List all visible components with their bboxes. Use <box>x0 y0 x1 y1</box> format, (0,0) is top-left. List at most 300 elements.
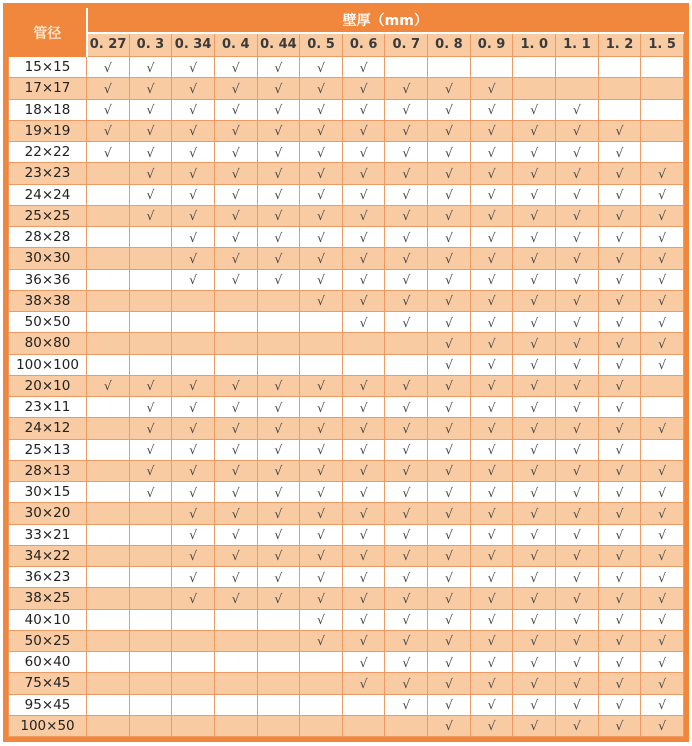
check-cell: √ <box>342 418 385 439</box>
check-cell: √ <box>513 630 556 651</box>
empty-cell <box>129 290 172 311</box>
check-cell: √ <box>598 715 641 736</box>
check-cell: √ <box>214 567 257 588</box>
check-cell: √ <box>129 184 172 205</box>
check-cell: √ <box>300 248 343 269</box>
check-cell: √ <box>214 99 257 120</box>
empty-cell <box>257 333 300 354</box>
check-cell: √ <box>470 588 513 609</box>
check-cell: √ <box>428 673 471 694</box>
check-cell: √ <box>300 588 343 609</box>
check-cell: √ <box>214 142 257 163</box>
check-cell: √ <box>470 673 513 694</box>
check-cell: √ <box>513 397 556 418</box>
check-cell: √ <box>428 205 471 226</box>
check-cell: √ <box>342 397 385 418</box>
check-cell: √ <box>87 375 130 396</box>
empty-cell <box>87 312 130 333</box>
row-label-size: 60×40 <box>9 652 87 673</box>
check-cell: √ <box>556 673 599 694</box>
empty-cell <box>556 57 599 78</box>
empty-cell <box>385 57 428 78</box>
check-cell: √ <box>214 439 257 460</box>
check-cell: √ <box>300 567 343 588</box>
check-cell: √ <box>598 163 641 184</box>
check-cell: √ <box>172 142 215 163</box>
check-cell: √ <box>470 248 513 269</box>
check-cell: √ <box>172 460 215 481</box>
empty-cell <box>129 673 172 694</box>
empty-cell <box>257 715 300 736</box>
table-row <box>9 545 684 566</box>
check-cell: √ <box>300 163 343 184</box>
check-cell: √ <box>214 375 257 396</box>
empty-cell <box>214 673 257 694</box>
check-cell: √ <box>129 482 172 503</box>
check-cell: √ <box>598 227 641 248</box>
check-cell: √ <box>129 120 172 141</box>
empty-cell <box>214 694 257 715</box>
empty-cell <box>641 439 684 460</box>
empty-cell <box>556 78 599 99</box>
empty-cell <box>129 567 172 588</box>
check-cell: √ <box>172 120 215 141</box>
check-cell: √ <box>342 567 385 588</box>
check-cell: √ <box>641 503 684 524</box>
check-cell: √ <box>257 57 300 78</box>
check-cell: √ <box>598 609 641 630</box>
check-cell: √ <box>598 482 641 503</box>
corner-header-diameter: 管径 <box>9 9 87 57</box>
check-cell: √ <box>214 503 257 524</box>
check-cell: √ <box>598 503 641 524</box>
check-cell: √ <box>556 99 599 120</box>
check-cell: √ <box>342 482 385 503</box>
check-cell: √ <box>428 142 471 163</box>
table-row <box>9 78 684 99</box>
empty-cell <box>300 354 343 375</box>
check-cell: √ <box>513 248 556 269</box>
thickness-header-row <box>9 33 684 57</box>
check-cell: √ <box>300 439 343 460</box>
empty-cell <box>214 290 257 311</box>
pipe-spec-table <box>8 8 684 737</box>
check-cell: √ <box>342 120 385 141</box>
empty-cell <box>87 354 130 375</box>
row-label-size: 40×10 <box>9 609 87 630</box>
check-cell: √ <box>257 227 300 248</box>
row-label-size: 50×50 <box>9 312 87 333</box>
check-cell: √ <box>598 248 641 269</box>
check-cell: √ <box>598 120 641 141</box>
check-cell: √ <box>598 418 641 439</box>
empty-cell <box>342 333 385 354</box>
empty-cell <box>129 333 172 354</box>
row-label-size: 36×36 <box>9 269 87 290</box>
check-cell: √ <box>428 524 471 545</box>
row-label-size: 25×13 <box>9 439 87 460</box>
empty-cell <box>129 588 172 609</box>
check-cell: √ <box>300 205 343 226</box>
check-cell: √ <box>385 439 428 460</box>
check-cell: √ <box>257 439 300 460</box>
row-label-size: 28×28 <box>9 227 87 248</box>
empty-cell <box>214 715 257 736</box>
row-label-size: 19×19 <box>9 120 87 141</box>
check-cell: √ <box>641 715 684 736</box>
check-cell: √ <box>172 57 215 78</box>
check-cell: √ <box>129 205 172 226</box>
check-cell: √ <box>470 694 513 715</box>
check-cell: √ <box>598 630 641 651</box>
table-row <box>9 248 684 269</box>
empty-cell <box>300 673 343 694</box>
empty-cell <box>385 715 428 736</box>
check-cell: √ <box>385 460 428 481</box>
empty-cell <box>641 397 684 418</box>
check-cell: √ <box>172 375 215 396</box>
row-label-size: 34×22 <box>9 545 87 566</box>
empty-cell <box>172 694 215 715</box>
check-cell: √ <box>556 269 599 290</box>
empty-cell <box>129 503 172 524</box>
empty-cell <box>172 652 215 673</box>
check-cell: √ <box>641 460 684 481</box>
row-label-size: 25×25 <box>9 205 87 226</box>
check-cell: √ <box>257 397 300 418</box>
check-cell: √ <box>300 290 343 311</box>
check-cell: √ <box>598 397 641 418</box>
check-cell: √ <box>556 609 599 630</box>
check-cell: √ <box>470 99 513 120</box>
check-cell: √ <box>428 567 471 588</box>
check-cell: √ <box>556 439 599 460</box>
check-cell: √ <box>598 652 641 673</box>
empty-cell <box>87 163 130 184</box>
check-cell: √ <box>214 205 257 226</box>
empty-cell <box>300 694 343 715</box>
check-cell: √ <box>470 120 513 141</box>
empty-cell <box>129 524 172 545</box>
check-cell: √ <box>385 290 428 311</box>
empty-cell <box>257 312 300 333</box>
check-cell: √ <box>342 503 385 524</box>
check-cell: √ <box>342 375 385 396</box>
check-cell: √ <box>598 545 641 566</box>
table-row <box>9 588 684 609</box>
empty-cell <box>257 290 300 311</box>
check-cell: √ <box>513 545 556 566</box>
check-cell: √ <box>556 567 599 588</box>
check-cell: √ <box>556 205 599 226</box>
row-label-size: 20×10 <box>9 375 87 396</box>
check-cell: √ <box>300 120 343 141</box>
check-cell: √ <box>513 609 556 630</box>
table-row <box>9 269 684 290</box>
check-cell: √ <box>257 205 300 226</box>
empty-cell <box>87 333 130 354</box>
empty-cell <box>129 269 172 290</box>
check-cell: √ <box>428 694 471 715</box>
check-cell: √ <box>257 375 300 396</box>
check-cell: √ <box>300 57 343 78</box>
check-cell: √ <box>513 503 556 524</box>
empty-cell <box>129 652 172 673</box>
table-row <box>9 205 684 226</box>
empty-cell <box>641 375 684 396</box>
check-cell: √ <box>513 673 556 694</box>
check-cell: √ <box>513 205 556 226</box>
col-header-thickness: 1. 1 <box>556 33 599 57</box>
col-header-thickness: 0. 5 <box>300 33 343 57</box>
table-row <box>9 227 684 248</box>
check-cell: √ <box>385 588 428 609</box>
empty-cell <box>513 78 556 99</box>
check-cell: √ <box>129 57 172 78</box>
check-cell: √ <box>300 524 343 545</box>
empty-cell <box>342 694 385 715</box>
empty-cell <box>172 354 215 375</box>
check-cell: √ <box>428 184 471 205</box>
check-cell: √ <box>257 78 300 99</box>
col-header-thickness: 0. 27 <box>87 33 130 57</box>
empty-cell <box>641 99 684 120</box>
check-cell: √ <box>87 99 130 120</box>
check-cell: √ <box>129 142 172 163</box>
check-cell: √ <box>385 269 428 290</box>
empty-cell <box>87 715 130 736</box>
check-cell: √ <box>470 418 513 439</box>
check-cell: √ <box>385 184 428 205</box>
check-cell: √ <box>428 375 471 396</box>
check-cell: √ <box>641 269 684 290</box>
check-cell: √ <box>470 312 513 333</box>
empty-cell <box>214 354 257 375</box>
empty-cell <box>129 312 172 333</box>
check-cell: √ <box>641 163 684 184</box>
check-cell: √ <box>257 588 300 609</box>
check-cell: √ <box>470 333 513 354</box>
check-cell: √ <box>257 545 300 566</box>
check-cell: √ <box>641 227 684 248</box>
check-cell: √ <box>257 503 300 524</box>
row-label-size: 22×22 <box>9 142 87 163</box>
row-label-size: 24×24 <box>9 184 87 205</box>
table-row <box>9 567 684 588</box>
check-cell: √ <box>641 482 684 503</box>
check-cell: √ <box>342 205 385 226</box>
check-cell: √ <box>385 482 428 503</box>
check-cell: √ <box>470 630 513 651</box>
empty-cell <box>300 333 343 354</box>
empty-cell <box>172 673 215 694</box>
check-cell: √ <box>641 312 684 333</box>
check-cell: √ <box>428 269 471 290</box>
check-cell: √ <box>513 482 556 503</box>
empty-cell <box>172 312 215 333</box>
check-cell: √ <box>598 588 641 609</box>
table-body <box>9 57 684 737</box>
check-cell: √ <box>470 227 513 248</box>
check-cell: √ <box>257 248 300 269</box>
check-cell: √ <box>385 248 428 269</box>
check-cell: √ <box>214 163 257 184</box>
check-cell: √ <box>129 375 172 396</box>
check-cell: √ <box>300 269 343 290</box>
check-cell: √ <box>513 567 556 588</box>
empty-cell <box>87 482 130 503</box>
table-row <box>9 609 684 630</box>
check-cell: √ <box>641 205 684 226</box>
check-cell: √ <box>470 184 513 205</box>
check-cell: √ <box>300 227 343 248</box>
check-cell: √ <box>470 290 513 311</box>
check-cell: √ <box>428 715 471 736</box>
check-cell: √ <box>342 142 385 163</box>
check-cell: √ <box>470 503 513 524</box>
check-cell: √ <box>214 460 257 481</box>
check-cell: √ <box>257 482 300 503</box>
check-cell: √ <box>172 439 215 460</box>
table-row <box>9 630 684 651</box>
empty-cell <box>87 269 130 290</box>
check-cell: √ <box>300 545 343 566</box>
check-cell: √ <box>641 630 684 651</box>
check-cell: √ <box>87 142 130 163</box>
check-cell: √ <box>513 290 556 311</box>
check-cell: √ <box>598 290 641 311</box>
check-cell: √ <box>470 567 513 588</box>
check-cell: √ <box>513 418 556 439</box>
empty-cell <box>87 567 130 588</box>
check-cell: √ <box>428 248 471 269</box>
empty-cell <box>257 354 300 375</box>
check-cell: √ <box>556 482 599 503</box>
empty-cell <box>300 652 343 673</box>
empty-cell <box>129 609 172 630</box>
check-cell: √ <box>556 312 599 333</box>
check-cell: √ <box>385 397 428 418</box>
check-cell: √ <box>470 354 513 375</box>
check-cell: √ <box>641 694 684 715</box>
check-cell: √ <box>342 673 385 694</box>
check-cell: √ <box>257 460 300 481</box>
check-cell: √ <box>513 184 556 205</box>
table-row <box>9 333 684 354</box>
check-cell: √ <box>300 460 343 481</box>
check-cell: √ <box>428 503 471 524</box>
check-cell: √ <box>257 142 300 163</box>
empty-cell <box>87 673 130 694</box>
check-cell: √ <box>598 333 641 354</box>
empty-cell <box>129 694 172 715</box>
check-cell: √ <box>470 439 513 460</box>
check-cell: √ <box>214 397 257 418</box>
check-cell: √ <box>598 312 641 333</box>
check-cell: √ <box>470 482 513 503</box>
check-cell: √ <box>385 673 428 694</box>
empty-cell <box>87 248 130 269</box>
check-cell: √ <box>300 630 343 651</box>
check-cell: √ <box>87 57 130 78</box>
check-cell: √ <box>257 567 300 588</box>
check-cell: √ <box>172 163 215 184</box>
row-label-size: 38×38 <box>9 290 87 311</box>
row-label-size: 15×15 <box>9 57 87 78</box>
check-cell: √ <box>428 630 471 651</box>
check-cell: √ <box>513 460 556 481</box>
col-header-thickness: 1. 2 <box>598 33 641 57</box>
check-cell: √ <box>129 397 172 418</box>
empty-cell <box>87 694 130 715</box>
check-cell: √ <box>385 99 428 120</box>
col-header-thickness: 0. 34 <box>172 33 215 57</box>
empty-cell <box>598 57 641 78</box>
check-cell: √ <box>87 78 130 99</box>
check-cell: √ <box>214 248 257 269</box>
check-cell: √ <box>172 205 215 226</box>
check-cell: √ <box>641 673 684 694</box>
check-cell: √ <box>513 142 556 163</box>
check-cell: √ <box>300 503 343 524</box>
check-cell: √ <box>342 460 385 481</box>
check-cell: √ <box>342 312 385 333</box>
row-label-size: 30×15 <box>9 482 87 503</box>
table-row <box>9 354 684 375</box>
check-cell: √ <box>342 78 385 99</box>
table-row <box>9 460 684 481</box>
check-cell: √ <box>342 609 385 630</box>
check-cell: √ <box>257 120 300 141</box>
check-cell: √ <box>257 184 300 205</box>
check-cell: √ <box>470 375 513 396</box>
empty-cell <box>129 227 172 248</box>
check-cell: √ <box>470 545 513 566</box>
check-cell: √ <box>556 503 599 524</box>
check-cell: √ <box>129 439 172 460</box>
check-cell: √ <box>513 333 556 354</box>
check-cell: √ <box>428 482 471 503</box>
check-cell: √ <box>428 609 471 630</box>
col-header-thickness: 1. 5 <box>641 33 684 57</box>
table-row <box>9 120 684 141</box>
check-cell: √ <box>556 694 599 715</box>
check-cell: √ <box>641 588 684 609</box>
check-cell: √ <box>300 375 343 396</box>
check-cell: √ <box>214 418 257 439</box>
check-cell: √ <box>385 630 428 651</box>
check-cell: √ <box>172 227 215 248</box>
empty-cell <box>641 120 684 141</box>
check-cell: √ <box>598 567 641 588</box>
check-cell: √ <box>385 609 428 630</box>
empty-cell <box>385 354 428 375</box>
table-row <box>9 439 684 460</box>
empty-cell <box>129 545 172 566</box>
check-cell: √ <box>513 269 556 290</box>
check-cell: √ <box>428 545 471 566</box>
table-row <box>9 652 684 673</box>
check-cell: √ <box>172 78 215 99</box>
table-row <box>9 503 684 524</box>
empty-cell <box>87 503 130 524</box>
check-cell: √ <box>172 567 215 588</box>
check-cell: √ <box>470 142 513 163</box>
check-cell: √ <box>428 418 471 439</box>
empty-cell <box>172 290 215 311</box>
check-cell: √ <box>556 354 599 375</box>
check-cell: √ <box>214 545 257 566</box>
